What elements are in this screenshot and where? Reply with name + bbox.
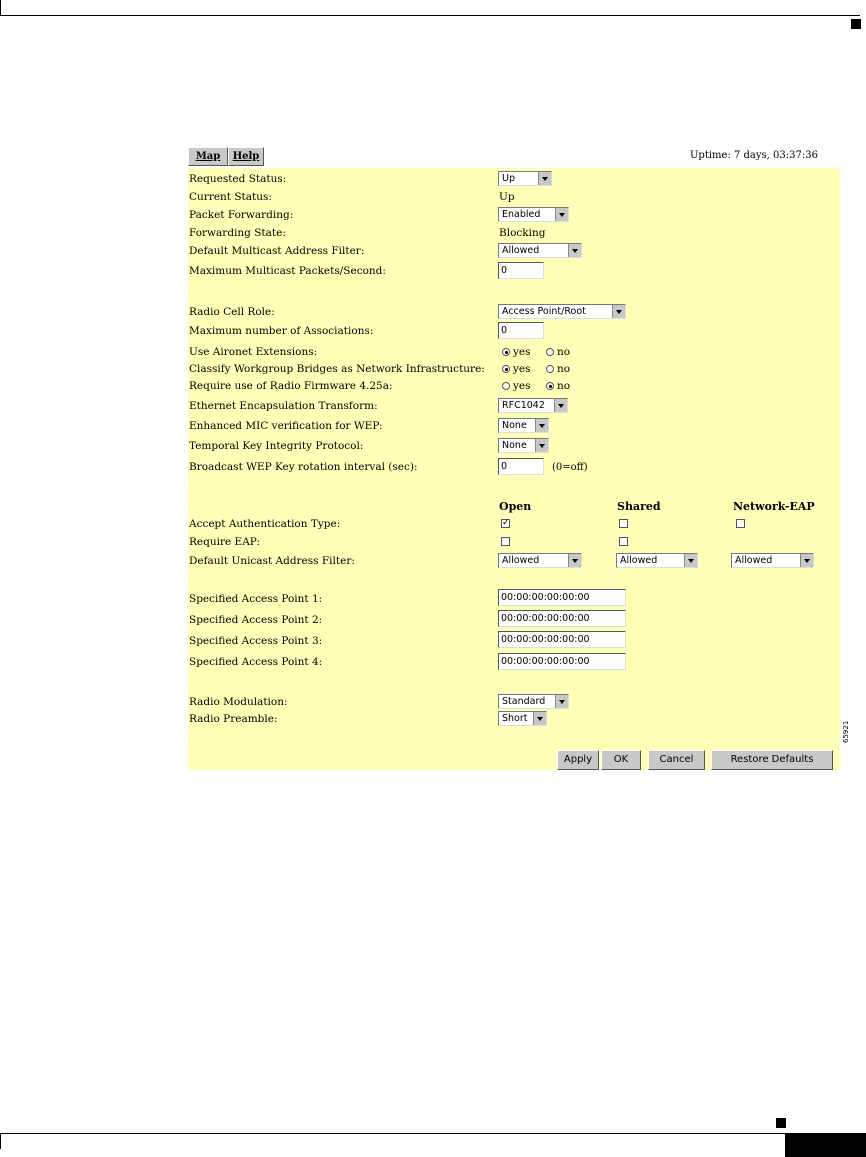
require-eap-open-checkbox[interactable] [501, 537, 510, 546]
unicast-filter-shared-select[interactable] [616, 553, 698, 568]
enhanced-mic-value: None [502, 420, 527, 431]
unicast-filter-label: Default Unicast Address Filter: [189, 555, 355, 567]
unicast-filter-network-eap-value: Allowed [735, 555, 773, 566]
help-button[interactable]: Help [228, 147, 264, 166]
cancel-button[interactable]: Cancel [648, 750, 705, 770]
chevron-down-icon [535, 419, 548, 432]
header-rule [0, 15, 860, 16]
access-point-3-label: Specified Access Point 3: [189, 635, 323, 647]
use-aironet-ext-yes-radio[interactable] [502, 348, 510, 356]
map-button[interactable]: Map [188, 147, 228, 166]
default-multicast-filter-select[interactable] [498, 243, 582, 258]
wep-rotation-label: Broadcast WEP Key rotation interval (sec): [189, 461, 418, 473]
radio-modulation-label: Radio Modulation: [189, 696, 288, 708]
access-point-1-label: Specified Access Point 1: [189, 593, 323, 605]
wep-rotation-hint: (0=off) [552, 462, 588, 473]
enhanced-mic-select[interactable] [498, 418, 549, 433]
requested-status-label: Requested Status: [189, 173, 287, 185]
classify-wgb-no-label: no [557, 363, 571, 375]
classify-wgb-yes-radio[interactable] [502, 365, 510, 373]
ok-button[interactable]: OK [601, 750, 641, 770]
accept-auth-label: Accept Authentication Type: [189, 518, 341, 530]
radio-cell-role-label: Radio Cell Role: [189, 306, 275, 318]
require-fw-no-radio[interactable] [546, 382, 554, 390]
tkip-label: Temporal Key Integrity Protocol: [189, 440, 364, 452]
packet-forwarding-value: Enabled [502, 209, 541, 220]
radio-modulation-value: Standard [502, 696, 546, 707]
packet-forwarding-select[interactable] [498, 207, 569, 222]
chevron-down-icon [800, 554, 813, 567]
unicast-filter-shared-value: Allowed [620, 555, 658, 566]
chevron-down-icon [568, 554, 581, 567]
classify-wgb-no-radio[interactable] [546, 365, 554, 373]
radio-preamble-select[interactable] [498, 711, 547, 726]
classify-wgb-yes-label: yes [513, 363, 531, 375]
max-associations-label: Maximum number of Associations: [189, 325, 374, 337]
header-marker [851, 19, 861, 29]
access-point-2-input[interactable]: 00:00:00:00:00:00 [498, 610, 626, 627]
chevron-down-icon [684, 554, 697, 567]
chevron-down-icon [535, 439, 548, 452]
ethernet-encap-select[interactable] [498, 398, 568, 413]
require-fw-label: Require use of Radio Firmware 4.25a: [189, 380, 393, 392]
requested-status-select[interactable] [498, 171, 552, 186]
uptime-text: Uptime: 7 days, 03:37:36 [690, 150, 818, 161]
max-multicast-pps-input[interactable]: 0 [498, 262, 544, 279]
auth-col-network-eap: Network-EAP [733, 500, 815, 513]
footer-rule-tick [0, 1133, 1, 1149]
require-eap-shared-checkbox[interactable] [619, 537, 628, 546]
chevron-down-icon [538, 172, 551, 185]
forwarding-state-value: Blocking [499, 227, 546, 239]
apply-button[interactable]: Apply [557, 750, 599, 770]
requested-status-value: Up [502, 173, 515, 184]
access-point-4-label: Specified Access Point 4: [189, 656, 323, 668]
access-point-3-input[interactable]: 00:00:00:00:00:00 [498, 631, 626, 648]
restore-defaults-button[interactable]: Restore Defaults [711, 750, 833, 770]
use-aironet-ext-no-label: no [557, 346, 571, 358]
radio-preamble-value: Short [502, 713, 528, 724]
chevron-down-icon [612, 305, 625, 318]
classify-wgb-label: Classify Workgroup Bridges as Network Infrastructure: [189, 363, 485, 375]
tkip-value: None [502, 440, 527, 451]
use-aironet-ext-label: Use Aironet Extensions: [189, 346, 318, 358]
header-rule-tick [0, 0, 1, 16]
max-multicast-pps-label: Maximum Multicast Packets/Second: [189, 265, 386, 277]
chevron-down-icon [533, 712, 546, 725]
max-associations-input[interactable]: 0 [498, 322, 544, 339]
forwarding-state-label: Forwarding State: [189, 227, 286, 239]
access-point-4-input[interactable]: 00:00:00:00:00:00 [498, 653, 626, 670]
accept-shared-checkbox[interactable] [619, 519, 628, 528]
unicast-filter-network-eap-select[interactable] [731, 553, 814, 568]
use-aironet-ext-no-radio[interactable] [546, 348, 554, 356]
accept-open-checkbox[interactable]: ✓ [502, 518, 510, 528]
wep-rotation-input[interactable]: 0 [498, 458, 544, 475]
footer-rule [0, 1133, 866, 1134]
default-multicast-filter-label: Default Multicast Address Filter: [189, 245, 365, 257]
radio-modulation-select[interactable] [498, 694, 569, 709]
enhanced-mic-label: Enhanced MIC verification for WEP: [189, 420, 383, 432]
accept-network-eap-checkbox[interactable] [736, 519, 745, 528]
footer-marker [776, 1118, 786, 1128]
use-aironet-ext-yes-label: yes [513, 346, 531, 358]
radio-cell-role-select[interactable] [498, 304, 626, 319]
unicast-filter-open-select[interactable] [498, 553, 582, 568]
tkip-select[interactable] [498, 438, 549, 453]
packet-forwarding-label: Packet Forwarding: [189, 209, 294, 221]
require-fw-no-label: no [557, 380, 571, 392]
ethernet-encap-label: Ethernet Encapsulation Transform: [189, 400, 378, 412]
chevron-down-icon [554, 399, 567, 412]
unicast-filter-open-value: Allowed [502, 555, 540, 566]
require-fw-yes-radio[interactable] [502, 382, 510, 390]
default-multicast-filter-value: Allowed [502, 245, 540, 256]
figure-number: 65921 [842, 720, 850, 743]
require-fw-yes-label: yes [513, 380, 531, 392]
chevron-down-icon [555, 695, 568, 708]
auth-col-open: Open [499, 500, 532, 513]
chevron-down-icon [568, 244, 581, 257]
require-eap-label: Require EAP: [189, 536, 261, 548]
footer-page-tab [785, 1133, 866, 1157]
chevron-down-icon [555, 208, 568, 221]
access-point-1-input[interactable]: 00:00:00:00:00:00 [498, 589, 626, 606]
current-status-label: Current Status: [189, 191, 272, 203]
radio-preamble-label: Radio Preamble: [189, 713, 278, 725]
auth-col-shared: Shared [617, 500, 661, 513]
current-status-value: Up [499, 191, 515, 203]
radio-cell-role-value: Access Point/Root [502, 306, 586, 317]
access-point-2-label: Specified Access Point 2: [189, 614, 323, 626]
ethernet-encap-value: RFC1042 [502, 400, 545, 411]
